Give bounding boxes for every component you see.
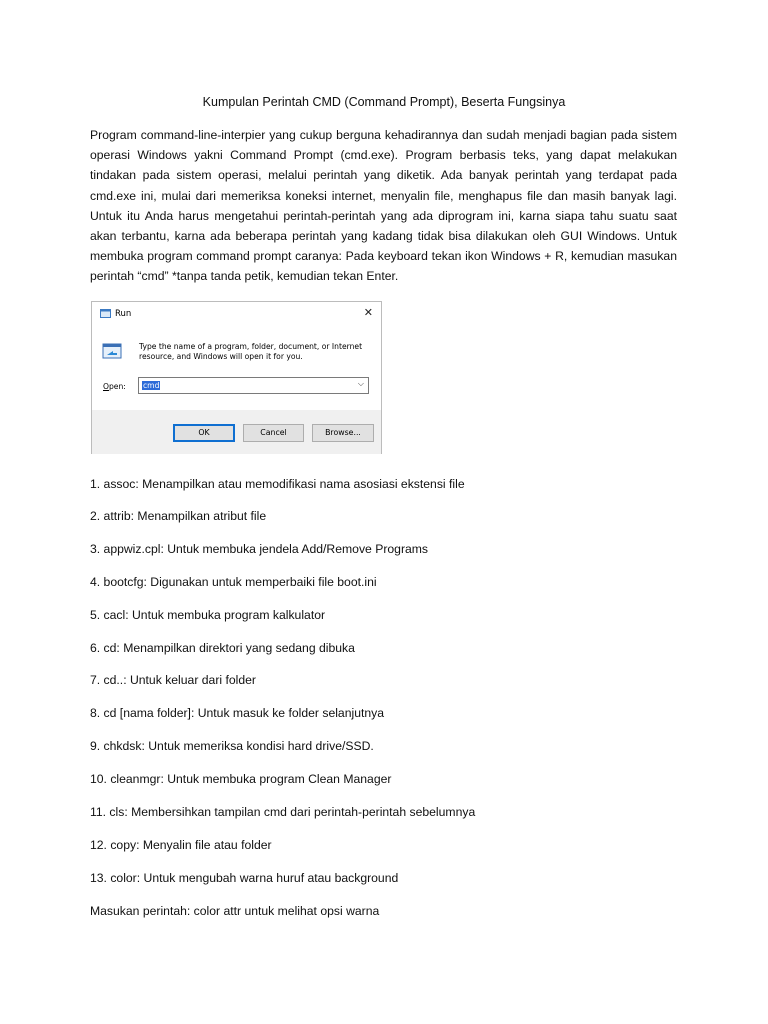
run-button-bar [92,410,381,454]
intro-paragraph: Program command-line-interpier yang cukup berguna kehadirannya dan sudah menjadi bagian pada sistem operasi Windows yakni Command Prompt (cmd.exe). Program berbasis teks, yang dapat melakukan tindakan pada sistem operasi, melalui perintah yang diketik. Ada banyak perintah yang terdapat pada cmd.exe ini, mulai dari memeriksa koneksi internet, menyalin file, menghapus file dan masih banyak lagi. Untuk itu Anda harus mengetahui perintah-perintah yang ada diprogram ini, karna siapa tahu suatu saat akan terbantu, karna ada beberapa perintah yang kadang tidak bisa dilakukan oleh GUI Windows. Untuk membuka program command prompt caranya: Pada keyboard tekan ikon Windows + R, kemudian masukan perintah “cmd” *tanpa tanda petik, kemudian tekan Enter. [90,128,677,284]
run-titlebar [92,302,381,326]
chevron-down-icon: ⌵ [357,379,364,388]
list-item: 4. bootcfg: Digunakan untuk memperbaiki file boot.ini [90,575,377,589]
run-app-icon [100,309,111,318]
list-item: 10. cleanmgr: Untuk membuka program Clean Manager [90,772,392,786]
list-item: 5. cacl: Untuk membuka program kalkulator [90,608,326,622]
list-item: 8. cd [nama folder]: Untuk masuk ke folder selanjutnya [90,706,385,720]
list-item: 9. chkdsk: Untuk memeriksa kondisi hard drive/SSD. [90,739,374,753]
list-item: 2. attrib: Menampilkan atribut file [90,509,267,523]
close-icon: ✕ [363,306,373,319]
list-item: 12. copy: Menyalin file atau folder [90,838,272,852]
run-description: Type the name of a program, folder, document, or Internet resource, and Windows will open it for you. [139,342,363,361]
open-label [103,382,126,391]
list-item: 7. cd..: Untuk keluar dari folder [90,673,256,687]
list-item: 3. appwiz.cpl: Untuk membuka jendela Add/Remove Programs [90,542,429,556]
open-input-value: cmd [143,381,160,390]
browse-button: Browse... [312,424,374,442]
open-label-rest: pen: [108,382,126,391]
open-label-accel: O [103,382,109,391]
list-item: 6. cd: Menampilkan direktori yang sedang dibuka [90,641,355,655]
run-program-icon [102,343,122,361]
list-item: 1. assoc: Menampilkan atau memodifikasi nama asosiasi ekstensi file [90,477,465,491]
cancel-button: Cancel [243,424,304,442]
run-dialog-screenshot [91,301,382,454]
list-item: 11. cls: Membersihkan tampilan cmd dari perintah-perintah sebelumnya [90,805,476,819]
list-item: Masukan perintah: color attr untuk melihat opsi warna [90,904,380,918]
list-item: 13. color: Untuk mengubah warna huruf atau background [90,871,399,885]
ok-button: OK [173,424,235,442]
document-title: Kumpulan Perintah CMD (Command Prompt), Beserta Fungsinya [202,95,566,109]
run-dialog-title: Run [115,309,132,319]
open-input [138,377,369,394]
